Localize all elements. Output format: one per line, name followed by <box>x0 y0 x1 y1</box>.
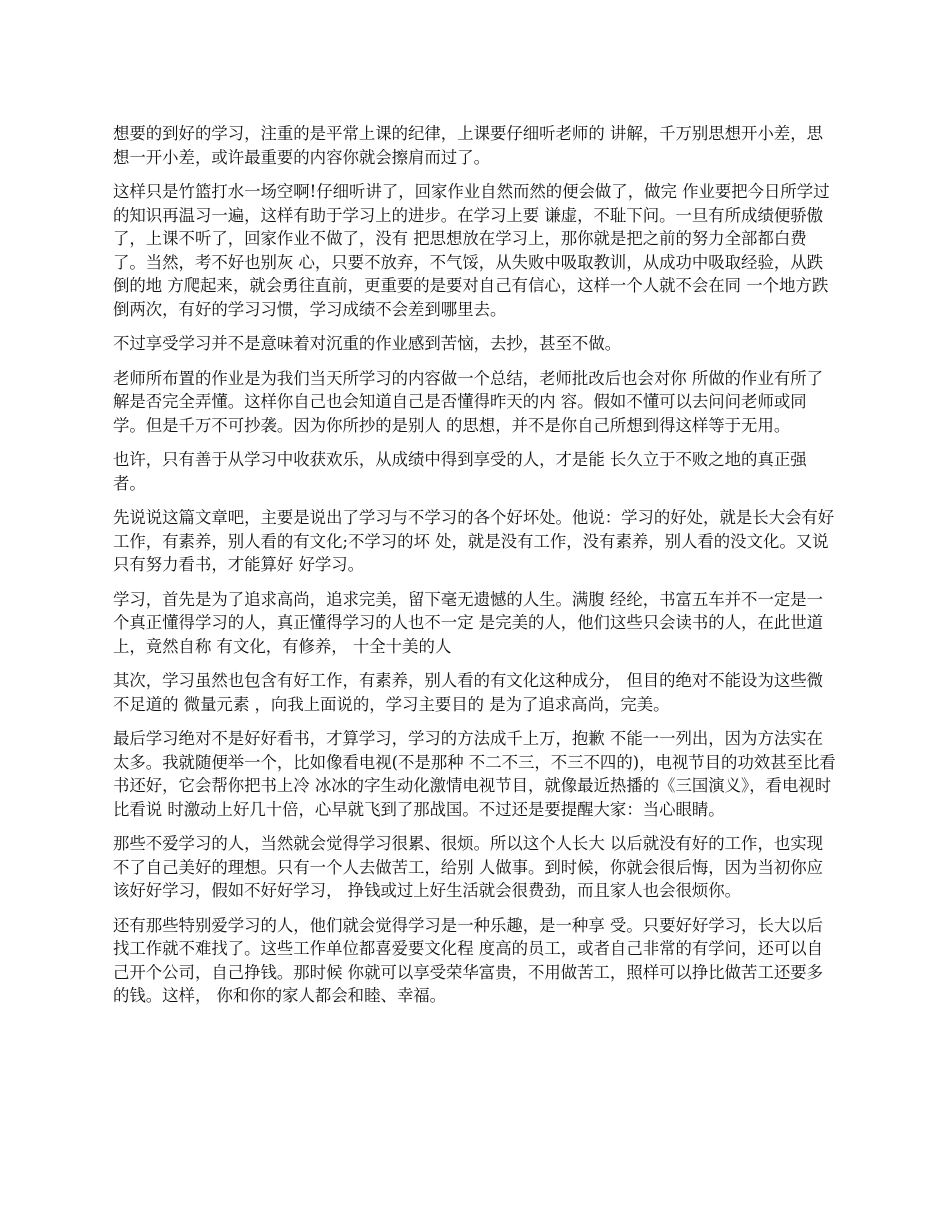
paragraph-11: 还有那些特别爱学习的人，他们就会觉得学习是一种乐趣，是一种享 受。只要好好学习，长大以后找工作就不难找了。这些工作单位都喜爱要文化程 度高的员工，或者自己非常的有学问，还可以自己开个公司，自己挣钱。那时候 你就可以享受荣华富贵，不用做苦工，照样可以挣比做苦工还要多的钱。这样， 你和你的家人都会和睦、幸福。 <box>113 915 824 1005</box>
paragraph-3: 不过享受学习并不是意味着对沉重的作业感到苦恼，去抄，甚至不做。 <box>113 334 622 353</box>
paragraph-8: 其次，学习虽然也包含有好工作，有素养，别人看的有文化这种成分， 但目的绝对不能设为这些微不足道的 微量元素 ，向我上面说的，学习主要目的 是为了追求高尚，完美。 <box>113 671 824 714</box>
paragraph-1: 想要的到好的学习，注重的是平常上课的纪律，上课要仔细听老师的 讲解，千万别思想开小差，思想一开小差，或许最重要的内容你就会擦肩而过了。 <box>113 124 824 167</box>
paragraph-9: 最后学习绝对不是好好看书，才算学习，学习的方法成千上万，抱歉 不能一一列出，因为方法实在太多。我就随便举一个，比如像看电视(不是那种 不二不三，不三不四的)，电视节目的功效甚至比看书还好，它会帮你把书上冷 冰冰的字生动化激情电视节目，就像最近热播的《三国演义》，看电视时比看说 时激动上好几十倍，心早就飞到了那战国。不过还是要提醒大家：当心眼睛。 <box>113 729 836 819</box>
paragraph-2: 这样只是竹篮打水一场空啊!仔细听讲了，回家作业自然而然的便会做了，做完 作业要把今日所学过的知识再温习一遍，这样有助于学习上的进步。在学习上要 谦虚，不耻下问。一旦有所成绩便骄傲了，上课不听了，回家作业不做了，没有 把思想放在学习上，那你就是把之前的努力全部都白费了。当然，考不好也别灰 心，只要不放弃，不气馁，从失败中吸取教训，从成功中吸取经验，从跌倒的地 方爬起来，就会勇往直前，更重要的是要对自己有信心，这样一个人就不会在同 一个地方跌倒两次，有好的学习习惯，学习成绩不会差到哪里去。 <box>113 182 830 319</box>
paragraph-5: 也许，只有善于从学习中收获欢乐，从成绩中得到享受的人，才是能 长久立于不败之地的真正强者。 <box>113 450 807 493</box>
paragraph-6: 先说说这篇文章吧，主要是说出了学习与不学习的各个好坏处。他说：学习的好处，就是长大会有好工作，有素养，别人看的有文化;不学习的坏 处，就是没有工作，没有素养，别人看的没文化。又说只有努力看书，才能算好 好学习。 <box>113 508 835 574</box>
paragraph-4: 老师所布置的作业是为我们当天所学习的内容做一个总结，老师批改后也会对你 所做的作业有所了解是否完全弄懂。这样你自己也会知道自己是否懂得昨天的内 容。假如不懂可以去问问老师或同学。但是千万不可抄袭。因为你所抄的是别人 的思想，并不是你自己所想到得这样等于无用。 <box>113 368 824 435</box>
document-body <box>113 122 839 1019</box>
paragraph-10: 那些不爱学习的人，当然就会觉得学习很累、很烦。所以这个人长大 以后就没有好的工作，也实现不了自己美好的理想。只有一个人去做苦工，给别 人做事。到时候，你就会很后悔，因为当初你应该好好学习，假如不好好学习， 挣钱或过上好生活就会很费劲，而且家人也会很烦你。 <box>113 834 824 900</box>
paragraph-7: 学习，首先是为了追求高尚，追求完美，留下毫无遗憾的人生。满腹 经纶，书富五车并不一定是一个真正懂得学习的人，真正懂得学习的人也不一定 是完美的人，他们这些只会读书的人，在此世道上，竟然自称 有文化，有修养， 十全十美的人 <box>113 589 824 656</box>
